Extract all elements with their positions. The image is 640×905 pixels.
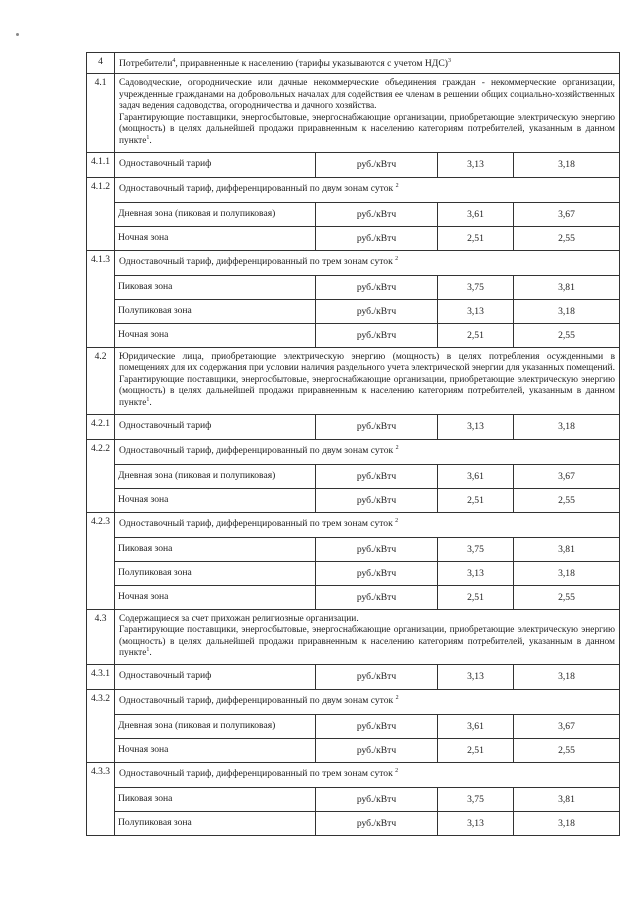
paragraph: Содержащиеся за счет прихожан религиозные организации. bbox=[119, 613, 359, 624]
tariff-row bbox=[86, 415, 620, 440]
table-row bbox=[115, 585, 619, 609]
tariff-row bbox=[86, 153, 620, 178]
group-title-row bbox=[115, 178, 619, 202]
group-title bbox=[115, 763, 619, 787]
section-row bbox=[86, 348, 620, 415]
row-number: 4.2.1 bbox=[87, 415, 115, 439]
row-number: 4.2.2 bbox=[87, 440, 115, 512]
zone-name: Пиковая зона bbox=[118, 542, 173, 554]
zone-name: Полупиковая зона bbox=[118, 816, 192, 828]
zone-name: Полупиковая зона bbox=[118, 566, 192, 578]
group-title bbox=[115, 690, 619, 714]
value-second-half: 3,18 bbox=[513, 812, 619, 835]
unit-cell: руб./кВтч bbox=[315, 715, 437, 738]
value-second-half: 3,18 bbox=[513, 300, 619, 323]
paragraph: Юридические лица, приобретающие электрическую энергию (мощность) в целях потребления осужденными в помещениях для их содержания при условии наличия раздельного учета электрической энергии для указанных помещений. bbox=[119, 351, 615, 374]
value-second-half: 3,67 bbox=[513, 203, 619, 226]
group-title-row bbox=[115, 690, 619, 714]
tariff-table bbox=[86, 52, 620, 836]
group-title bbox=[115, 440, 619, 464]
section-description bbox=[115, 348, 619, 414]
section-description bbox=[115, 610, 619, 664]
group-title-text: Одноставочный тариф, дифференцированный по трем зонам суток bbox=[119, 255, 393, 267]
paragraph: Садоводческие, огороднические или дачные некоммерческие объединения граждан - некоммерческие организации, учрежденные гражданами на добровольных началах для содействия ее членам в решении общих социально-хозяйственных задач ведения садоводства, огородничества и дачного хозяйства. bbox=[119, 78, 615, 112]
footnote-mark: 2 bbox=[395, 694, 399, 701]
row-number: 4.1.3 bbox=[87, 251, 115, 347]
unit-cell: руб./кВтч bbox=[315, 489, 437, 512]
tariff-name: Одноставочный тариф bbox=[119, 669, 212, 681]
table-row bbox=[115, 275, 619, 299]
unit-cell: руб./кВтч bbox=[315, 276, 437, 299]
section-body bbox=[115, 610, 619, 664]
footnote-mark: 1 bbox=[146, 647, 150, 654]
table-row bbox=[115, 811, 619, 835]
zone-name: Ночная зона bbox=[118, 743, 169, 755]
table-row bbox=[115, 738, 619, 762]
value-first-half: 2,51 bbox=[437, 489, 513, 512]
unit-cell: руб./кВтч bbox=[315, 153, 437, 177]
table-row bbox=[115, 226, 619, 250]
tariff-group bbox=[86, 690, 620, 763]
table-row bbox=[115, 714, 619, 738]
unit-cell: руб./кВтч bbox=[315, 203, 437, 226]
row-body bbox=[115, 665, 619, 689]
footnote-mark: 2 bbox=[395, 182, 399, 189]
table-row bbox=[115, 153, 619, 177]
value-second-half: 2,55 bbox=[513, 489, 619, 512]
table-row bbox=[115, 537, 619, 561]
footnote-mark: 1 bbox=[146, 134, 150, 141]
row-number: 4.3.2 bbox=[87, 690, 115, 762]
group-title bbox=[115, 251, 619, 275]
table-row bbox=[115, 202, 619, 226]
value-first-half: 3,61 bbox=[437, 465, 513, 488]
value-first-half: 3,13 bbox=[437, 665, 513, 689]
group-title-row bbox=[115, 513, 619, 537]
unit-cell: руб./кВтч bbox=[315, 415, 437, 439]
group-title-text: Одноставочный тариф, дифференцированный по двум зонам суток bbox=[119, 182, 394, 194]
zone-name: Полупиковая зона bbox=[118, 304, 192, 316]
value-first-half: 3,75 bbox=[437, 788, 513, 811]
table-row bbox=[115, 488, 619, 512]
value-first-half: 3,13 bbox=[437, 415, 513, 439]
section-row bbox=[86, 610, 620, 665]
value-second-half: 3,81 bbox=[513, 788, 619, 811]
group-title-text: Одноставочный тариф, дифференцированный по трем зонам суток bbox=[119, 767, 393, 779]
row-number: 4.2.3 bbox=[87, 513, 115, 609]
value-second-half: 2,55 bbox=[513, 586, 619, 609]
value-second-half: 3,18 bbox=[513, 562, 619, 585]
tariff-name: Одноставочный тариф bbox=[119, 157, 212, 169]
value-first-half: 3,75 bbox=[437, 538, 513, 561]
group-body bbox=[115, 763, 619, 835]
value-second-half: 2,55 bbox=[513, 324, 619, 347]
group-title-text: Одноставочный тариф, дифференцированный по двум зонам суток bbox=[119, 444, 394, 456]
zone-name: Пиковая зона bbox=[118, 280, 173, 292]
row-number: 4.3.3 bbox=[87, 763, 115, 835]
value-second-half: 2,55 bbox=[513, 227, 619, 250]
value-first-half: 3,13 bbox=[437, 562, 513, 585]
unit-cell: руб./кВтч bbox=[315, 227, 437, 250]
footnote-mark: 2 bbox=[395, 517, 399, 524]
row-number: 4.1.2 bbox=[87, 178, 115, 250]
footnote-mark: 2 bbox=[395, 444, 399, 451]
paragraph: Гарантирующие поставщики, энергосбытовые, энергоснабжающие организации, приобретающие электрическую энергию (мощность) в целях дальнейшей продажи приравненным к населению категориям потребителей, указанным в данном пункте$^1$. bbox=[119, 374, 615, 408]
value-first-half: 2,51 bbox=[437, 739, 513, 762]
unit-cell: руб./кВтч bbox=[315, 562, 437, 585]
table-row bbox=[115, 561, 619, 585]
value-first-half: 3,61 bbox=[437, 715, 513, 738]
value-first-half: 3,13 bbox=[437, 300, 513, 323]
group-body bbox=[115, 440, 619, 512]
group-title-text: Одноставочный тариф, дифференцированный по двум зонам суток bbox=[119, 694, 394, 706]
unit-cell: руб./кВтч bbox=[315, 300, 437, 323]
group-title-row bbox=[115, 251, 619, 275]
unit-cell: руб./кВтч bbox=[315, 538, 437, 561]
unit-cell: руб./кВтч bbox=[315, 586, 437, 609]
footnote-mark: 2 bbox=[395, 767, 399, 774]
paragraph: Гарантирующие поставщики, энергосбытовые, энергоснабжающие организации, приобретающие электрическую энергию (мощность) в целях дальнейшей продажи приравненным к населению категориям потребителей, указанным в данном пункте$^1$. bbox=[119, 625, 615, 659]
value-second-half: 3,81 bbox=[513, 276, 619, 299]
value-first-half: 2,51 bbox=[437, 227, 513, 250]
value-first-half: 3,13 bbox=[437, 153, 513, 177]
group-body bbox=[115, 178, 619, 250]
footnote-mark: 1 bbox=[146, 396, 150, 403]
zone-name: Ночная зона bbox=[118, 328, 169, 340]
group-body bbox=[115, 251, 619, 347]
tariff-row bbox=[86, 665, 620, 690]
zone-name: Дневная зона (пиковая и полупиковая) bbox=[118, 207, 276, 219]
value-second-half: 3,18 bbox=[513, 153, 619, 177]
section-body bbox=[115, 74, 619, 152]
unit-cell: руб./кВтч bbox=[315, 324, 437, 347]
group-title-row bbox=[115, 763, 619, 787]
value-second-half: 3,81 bbox=[513, 538, 619, 561]
table-row bbox=[115, 323, 619, 347]
tariff-group bbox=[86, 251, 620, 348]
zone-name: Ночная зона bbox=[118, 493, 169, 505]
section-description bbox=[115, 74, 619, 152]
value-first-half: 3,61 bbox=[437, 203, 513, 226]
zone-name: Ночная зона bbox=[118, 231, 169, 243]
tariff-name: Одноставочный тариф bbox=[119, 419, 212, 431]
value-first-half: 3,75 bbox=[437, 276, 513, 299]
table-row bbox=[115, 415, 619, 439]
zone-name: Ночная зона bbox=[118, 590, 169, 602]
group-title-row bbox=[115, 440, 619, 464]
group-title-text: Одноставочный тариф, дифференцированный по трем зонам суток bbox=[119, 517, 393, 529]
zone-name: Пиковая зона bbox=[118, 792, 173, 804]
value-second-half: 3,18 bbox=[513, 665, 619, 689]
section-body bbox=[115, 348, 619, 414]
value-first-half: 2,51 bbox=[437, 586, 513, 609]
unit-cell: руб./кВтч bbox=[315, 812, 437, 835]
row-number: 4.1.1 bbox=[87, 153, 115, 177]
unit-cell: руб./кВтч bbox=[315, 465, 437, 488]
section-row bbox=[86, 74, 620, 153]
table-row bbox=[115, 464, 619, 488]
sections bbox=[86, 74, 620, 836]
value-first-half: 2,51 bbox=[437, 324, 513, 347]
table-row bbox=[115, 787, 619, 811]
paragraph-text: Гарантирующие поставщики, энергосбытовые, энергоснабжающие организации, приобретающие электрическую энергию (мощность) в целях дальнейшей продажи приравненным к населению категориям потребителей, указанным в данном пункте bbox=[119, 112, 615, 146]
value-second-half: 2,55 bbox=[513, 739, 619, 762]
header-text: Потребители$^4$, приравненные к населению (тарифы указываются с учетом НДС)$^3$ bbox=[119, 58, 451, 69]
row-body bbox=[115, 153, 619, 177]
row-number: 4.3.1 bbox=[87, 665, 115, 689]
table-row bbox=[115, 299, 619, 323]
value-second-half: 3,67 bbox=[513, 715, 619, 738]
tariff-group bbox=[86, 440, 620, 513]
paragraph-text: Гарантирующие поставщики, энергосбытовые, энергоснабжающие организации, приобретающие электрическую энергию (мощность) в целях дальнейшей продажи приравненным к населению категориям потребителей, указанным в данном пункте bbox=[119, 625, 615, 659]
group-title bbox=[115, 513, 619, 537]
row-number: 4.3 bbox=[87, 610, 115, 664]
row-number: 4.1 bbox=[87, 74, 115, 152]
value-second-half: 3,18 bbox=[513, 415, 619, 439]
row-number: 4 bbox=[87, 53, 115, 73]
unit-cell: руб./кВтч bbox=[315, 739, 437, 762]
row-number: 4.2 bbox=[87, 348, 115, 414]
header-row bbox=[86, 53, 620, 74]
zone-name: Дневная зона (пиковая и полупиковая) bbox=[118, 719, 276, 731]
table-row bbox=[115, 665, 619, 689]
unit-cell: руб./кВтч bbox=[315, 665, 437, 689]
zone-name: Дневная зона (пиковая и полупиковая) bbox=[118, 469, 276, 481]
paragraph-text: Гарантирующие поставщики, энергосбытовые, энергоснабжающие организации, приобретающие электрическую энергию (мощность) в целях дальнейшей продажи приравненным к населению категориям потребителей, указанным в данном пункте bbox=[119, 374, 615, 408]
value-second-half: 3,67 bbox=[513, 465, 619, 488]
unit-cell: руб./кВтч bbox=[315, 788, 437, 811]
tariff-group bbox=[86, 513, 620, 610]
row-body bbox=[115, 415, 619, 439]
group-body bbox=[115, 690, 619, 762]
tariff-group bbox=[86, 178, 620, 251]
group-body bbox=[115, 513, 619, 609]
scan-dot bbox=[16, 33, 19, 36]
group-title bbox=[115, 178, 619, 202]
paragraph: Гарантирующие поставщики, энергосбытовые, энергоснабжающие организации, приобретающие электрическую энергию (мощность) в целях дальнейшей продажи приравненным к населению категориям потребителей, указанным в данном пункте$^1$. bbox=[119, 112, 615, 146]
footnote-mark: 2 bbox=[395, 255, 399, 262]
value-first-half: 3,13 bbox=[437, 812, 513, 835]
tariff-group bbox=[86, 763, 620, 836]
